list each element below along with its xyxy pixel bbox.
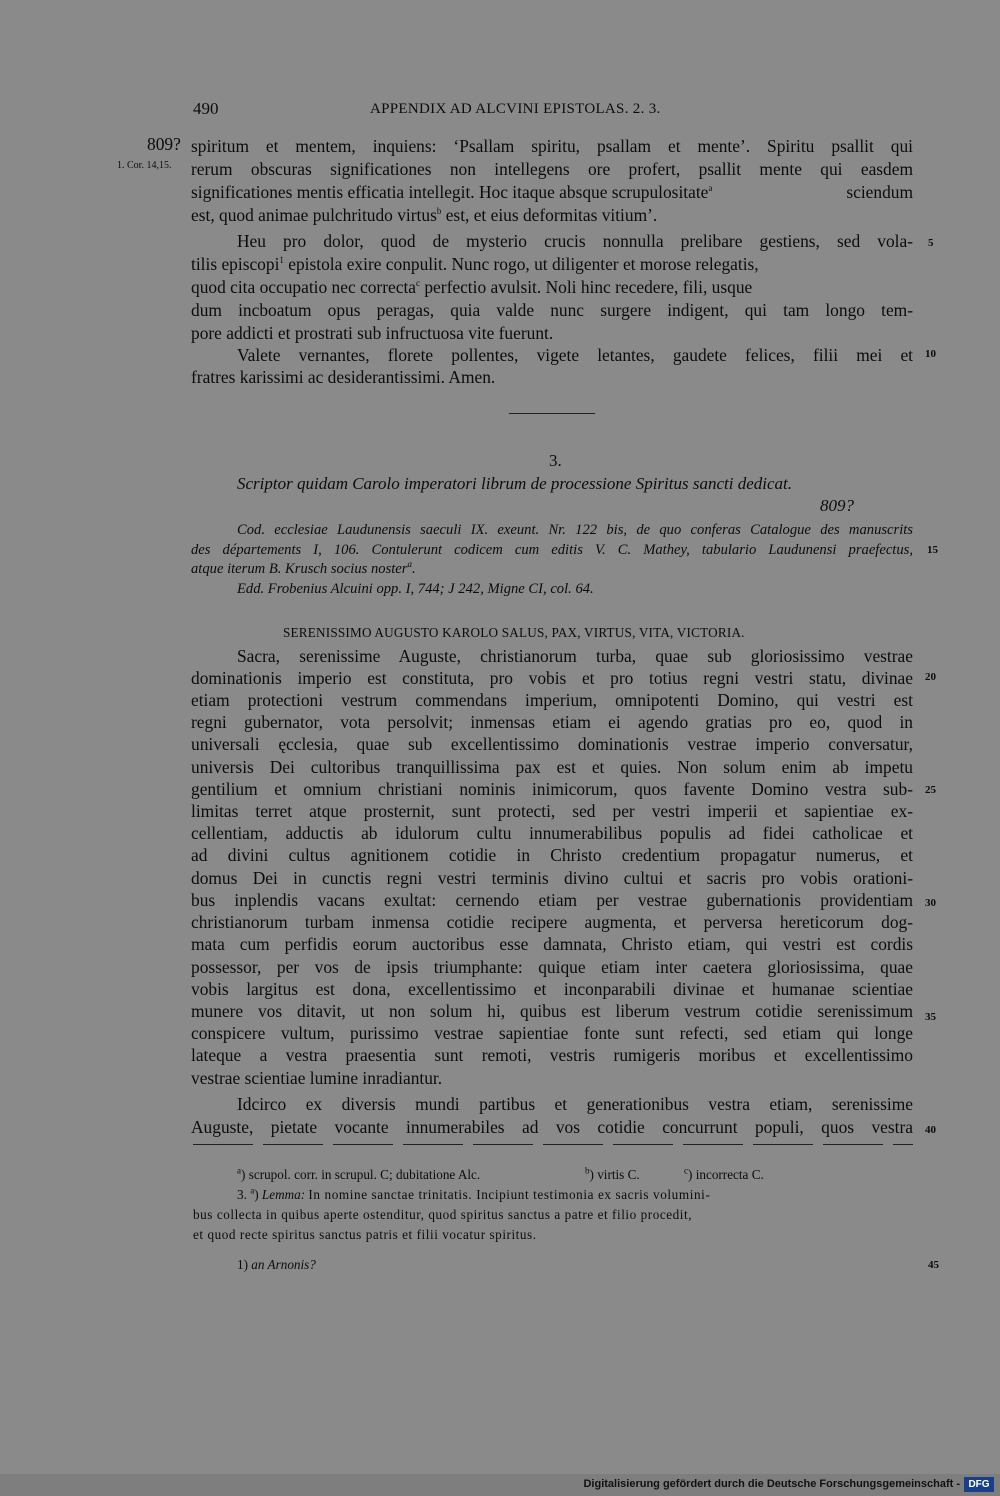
body-line-18: conspicere vultum, purissimo vestrae sapientiae fonte sunt refecti, sed etiam qui longe — [191, 1023, 913, 1043]
body-line-22: Auguste, pietate vocante innumerabiles ad vos cotidie concurrunt populi, quos vestra — [191, 1117, 913, 1137]
line-number-25: 25 — [925, 784, 936, 796]
editions-line: Edd. Frobenius Alcuini opp. I, 744; J 242, Migne CI, col. 64. — [237, 581, 594, 597]
body-line-15: possessor, per vos de ipsis triumphante: quique etiam inter caetera gloriosissima, quae — [191, 957, 913, 977]
footnote-c: $^c$) incorrecta C. — [684, 1165, 764, 1182]
footnote-a: $^a$) scrupol. corr. in scrupul. C; dubitatione Alc. — [237, 1165, 481, 1182]
body-line-21: Idcirco ex diversis mundi partibus et generationibus vestra etiam, serenissime — [237, 1094, 913, 1114]
para1-line-1: spiritum et mentem, inquiens: ‘Psallam spiritu, psallam et mente’. Spiritu psallit qui — [191, 136, 913, 156]
body-line-6: universis Dei cultoribus tranquillissima pax est et quies. Non solum enim ab impetu — [191, 757, 913, 777]
para2-line-3: quod cita occupatio nec correcta$^c$ perfectio avulsit. Noli hinc recedere, fili, usque — [191, 277, 753, 297]
codex-line-3: atque iterum B. Krusch socius noster$^a$. — [191, 559, 416, 577]
line-number-35: 35 — [925, 1011, 936, 1023]
body-line-1: Sacra, serenissime Auguste, christianorum turba, quae sub gloriosissimo vestrae — [237, 646, 913, 666]
footnote-1: 1) an Arnonis? — [237, 1257, 316, 1272]
body-line-7: gentilium et omnium christiani nominis inimicorum, quos favente Domino vestra sub- — [191, 779, 913, 799]
body-line-4: regni gubernator, vota persolvit; inmensas etiam ei agendo gratias pro eo, quod in — [191, 712, 913, 732]
body-line-20: vestrae scientiae lumine inradiantur. — [191, 1068, 443, 1088]
body-line-8: limitas terret atque prosternit, sunt protecti, sed per vestri imperii et sapientiae ex- — [191, 801, 913, 821]
line-number-5: 5 — [928, 237, 934, 249]
footnote-b: $^b$) virtis C. — [585, 1165, 640, 1182]
running-title: APPENDIX AD ALCVINI EPISTOLAS. 2. 3. — [370, 101, 661, 117]
para3-line-1: Valete vernantes, florete pollentes, vigete letantes, gaudete felices, filii mei et — [237, 345, 913, 365]
footnote-3-line-2: bus collecta in quibus aperte ostenditur, quod spiritus sanctus a patre et filio procedit, — [193, 1207, 693, 1222]
body-line-13: christianorum turbam inmensa cotidie recipere augmenta, et perversa hereticorum dog- — [191, 912, 913, 932]
section-number: 3. — [549, 451, 562, 470]
line-number-40: 40 — [925, 1124, 936, 1136]
line-number-15: 15 — [927, 544, 938, 556]
footnote-rule — [193, 1144, 913, 1145]
line-number-20: 20 — [925, 671, 936, 683]
page-number: 490 — [193, 99, 219, 118]
credit-text: Digitalisierung gefördert durch die Deutsche Forschungsgemeinschaft - — [583, 1478, 960, 1490]
footnote-3-line-3: et quod recte spiritus sanctus patris et filii vocatur spiritus. — [193, 1227, 537, 1242]
line-number-45: 45 — [928, 1259, 939, 1271]
para2-line-1: Heu pro dolor, quod de mysterio crucis nonnulla prelibare gestiens, sed vola- — [237, 231, 913, 251]
section-date: 809? — [820, 496, 854, 515]
para2-line-4: dum incboatum opus peragas, quia valde nunc surgere indigent, qui tam longo tem- — [191, 300, 913, 320]
line-number-30: 30 — [925, 897, 936, 909]
body-line-3: etiam protectioni vestrum commendans imperium, omnipotenti Domino, qui vestri est — [191, 690, 913, 710]
body-line-12: bus inplendis vacans exultat: cernendo etiam per vestrae gubernationis providentiam — [191, 890, 913, 910]
margin-reference: 1. Cor. 14,15. — [117, 160, 172, 171]
para1-line-3: significationes mentis efficatia intellegit. Hoc itaque absque scrupulositate$^a$ sciendum — [191, 182, 913, 202]
body-line-2: dominationis imperio est constituta, pro vobis et pro totius regni vestri statu, divinae — [191, 668, 913, 688]
body-line-17: munere vos ditavit, ut non solum hi, quibus est liberum vestrum cotidie serenissimum — [191, 1001, 913, 1021]
codex-line-1: Cod. ecclesiae Laudunensis saeculi IX. exeunt. Nr. 122 bis, de quo conferas Catalogue des manuscrits — [237, 522, 913, 538]
body-line-14: mata cum perfidis eorum auctoribus esse damnata, Christo etiam, qui vestri est cordis — [191, 934, 913, 954]
body-line-16: vobis largitus est dona, excellentissimo et inconparabili divinae et humanae scientiae — [191, 979, 913, 999]
para3-line-2: fratres karissimi ac desiderantissimi. Amen. — [191, 367, 496, 387]
margin-year: 809? — [147, 134, 181, 154]
para2-line-2: tilis episcopi$^1$ epistola exire conpulit. Nunc rogo, ut diligenter et morose relegatis, — [191, 254, 759, 274]
body-line-9: cellentiam, adductis ab idulorum cultu innumerabilibus populis ad fidei catholicae et — [191, 823, 913, 843]
footnote-3-line-1: 3. $^a$) Lemma: In nomine sanctae trinitatis. Incipiunt testimonia ex sacris volumini- — [237, 1185, 711, 1202]
section-title: Scriptor quidam Carolo imperatori librum de processione Spiritus sancti dedicat. — [237, 474, 792, 493]
body-line-19: lateque a vestra praesentia sunt remoti, vestris rumigeris moribus et excellentissimo — [191, 1045, 913, 1065]
para2-line-5: pore addicti et prostrati sub infructuosa vite fuerunt. — [191, 323, 554, 343]
section-separator — [509, 413, 595, 414]
salutation: SERENISSIMO AUGUSTO KAROLO SALUS, PAX, VIRTUS, VITA, VICTORIA. — [283, 625, 745, 640]
line-number-10: 10 — [925, 348, 936, 360]
body-line-5: universali ęcclesia, quae sub excellentissimo dominationis vestrae imperio conversatur, — [191, 734, 913, 754]
credit-bar — [0, 1474, 1000, 1496]
codex-line-2: des départements I, 106. Contulerunt codicem cum editis V. C. Mathey, tabulario Laudunensi praefectus, — [191, 542, 913, 558]
para1-line-2: rerum obscuras significationes non intellegens ore profert, psallit mente qui easdem — [191, 159, 913, 179]
body-line-11: domus Dei in cunctis regni vestri terminis divino cultui et sacris pro vobis orationi- — [191, 868, 913, 888]
dfg-logo-icon: DFG — [964, 1477, 994, 1492]
body-line-10: ad divini cultus agnitionem cotidie in Christo credentium propagatur numerus, et — [191, 845, 913, 865]
para1-line-4: est, quod animae pulchritudo virtus$^b$ est, et eius deformitas vitium’. — [191, 205, 658, 225]
